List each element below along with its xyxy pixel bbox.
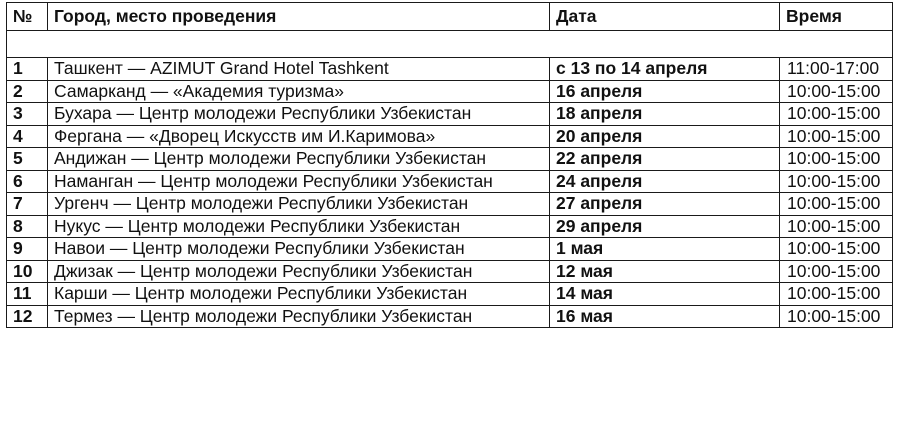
row-number: 8: [7, 215, 48, 238]
row-number: 7: [7, 193, 48, 216]
row-city-venue: Фергана — «Дворец Искусств им И.Каримова»: [48, 125, 550, 148]
row-city-venue: Самарканд — «Академия туризма»: [48, 80, 550, 103]
row-time: 10:00-15:00: [780, 305, 893, 328]
table-row: [7, 193, 893, 216]
row-city-venue: Навои — Центр молодежи Республики Узбекистан: [48, 238, 550, 261]
row-date: 27 апреля: [550, 193, 780, 216]
row-number: 2: [7, 80, 48, 103]
row-date: с 13 по 14 апреля: [550, 58, 780, 81]
table-row: [7, 58, 893, 81]
row-date: 1 мая: [550, 238, 780, 261]
row-time: 10:00-15:00: [780, 148, 893, 171]
table-row: [7, 80, 893, 103]
row-number: 4: [7, 125, 48, 148]
row-city-venue: Андижан — Центр молодежи Республики Узбекистан: [48, 148, 550, 171]
row-number: 5: [7, 148, 48, 171]
row-city-venue: Ургенч — Центр молодежи Республики Узбекистан: [48, 193, 550, 216]
row-number: 10: [7, 260, 48, 283]
row-date: 16 мая: [550, 305, 780, 328]
row-number: 1: [7, 58, 48, 81]
row-time: 10:00-15:00: [780, 215, 893, 238]
row-time: 10:00-15:00: [780, 193, 893, 216]
event-schedule-table: [6, 2, 893, 328]
row-date: 29 апреля: [550, 215, 780, 238]
row-city-venue: Джизак — Центр молодежи Республики Узбекистан: [48, 260, 550, 283]
row-city-venue: Термез — Центр молодежи Республики Узбекистан: [48, 305, 550, 328]
header-number: №: [7, 3, 48, 31]
header-date: Дата: [550, 3, 780, 31]
table-row: [7, 125, 893, 148]
row-time: 10:00-15:00: [780, 260, 893, 283]
header-time: Время: [780, 3, 893, 31]
row-number: 11: [7, 283, 48, 306]
row-date: 24 апреля: [550, 170, 780, 193]
row-date: 18 апреля: [550, 103, 780, 126]
table-row: [7, 215, 893, 238]
table-row: [7, 283, 893, 306]
row-time: 10:00-15:00: [780, 80, 893, 103]
table-row: [7, 238, 893, 261]
row-time: 10:00-15:00: [780, 125, 893, 148]
row-date: 22 апреля: [550, 148, 780, 171]
row-number: 9: [7, 238, 48, 261]
row-date: 14 мая: [550, 283, 780, 306]
row-city-venue: Карши — Центр молодежи Республики Узбекистан: [48, 283, 550, 306]
row-date: 16 апреля: [550, 80, 780, 103]
table-body: [7, 31, 893, 328]
row-time: 10:00-15:00: [780, 103, 893, 126]
row-city-venue: Нукус — Центр молодежи Республики Узбекистан: [48, 215, 550, 238]
row-time: 10:00-15:00: [780, 170, 893, 193]
table-row: [7, 103, 893, 126]
header-place: Город, место проведения: [48, 3, 550, 31]
row-number: 6: [7, 170, 48, 193]
table-row: [7, 305, 893, 328]
table-row: [7, 170, 893, 193]
row-city-venue: Ташкент — AZIMUT Grand Hotel Tashkent: [48, 58, 550, 81]
row-number: 12: [7, 305, 48, 328]
row-city-venue: Наманган — Центр молодежи Республики Узбекистан: [48, 170, 550, 193]
row-time: 11:00-17:00: [780, 58, 893, 81]
row-city-venue: Бухара — Центр молодежи Республики Узбекистан: [48, 103, 550, 126]
table-header-row: [7, 3, 893, 31]
row-date: 12 мая: [550, 260, 780, 283]
row-time: 10:00-15:00: [780, 283, 893, 306]
table-row: [7, 260, 893, 283]
empty-spacer-row: [7, 31, 893, 58]
row-time: 10:00-15:00: [780, 238, 893, 261]
empty-spacer-cell: [7, 31, 893, 58]
row-date: 20 апреля: [550, 125, 780, 148]
table-row: [7, 148, 893, 171]
row-number: 3: [7, 103, 48, 126]
